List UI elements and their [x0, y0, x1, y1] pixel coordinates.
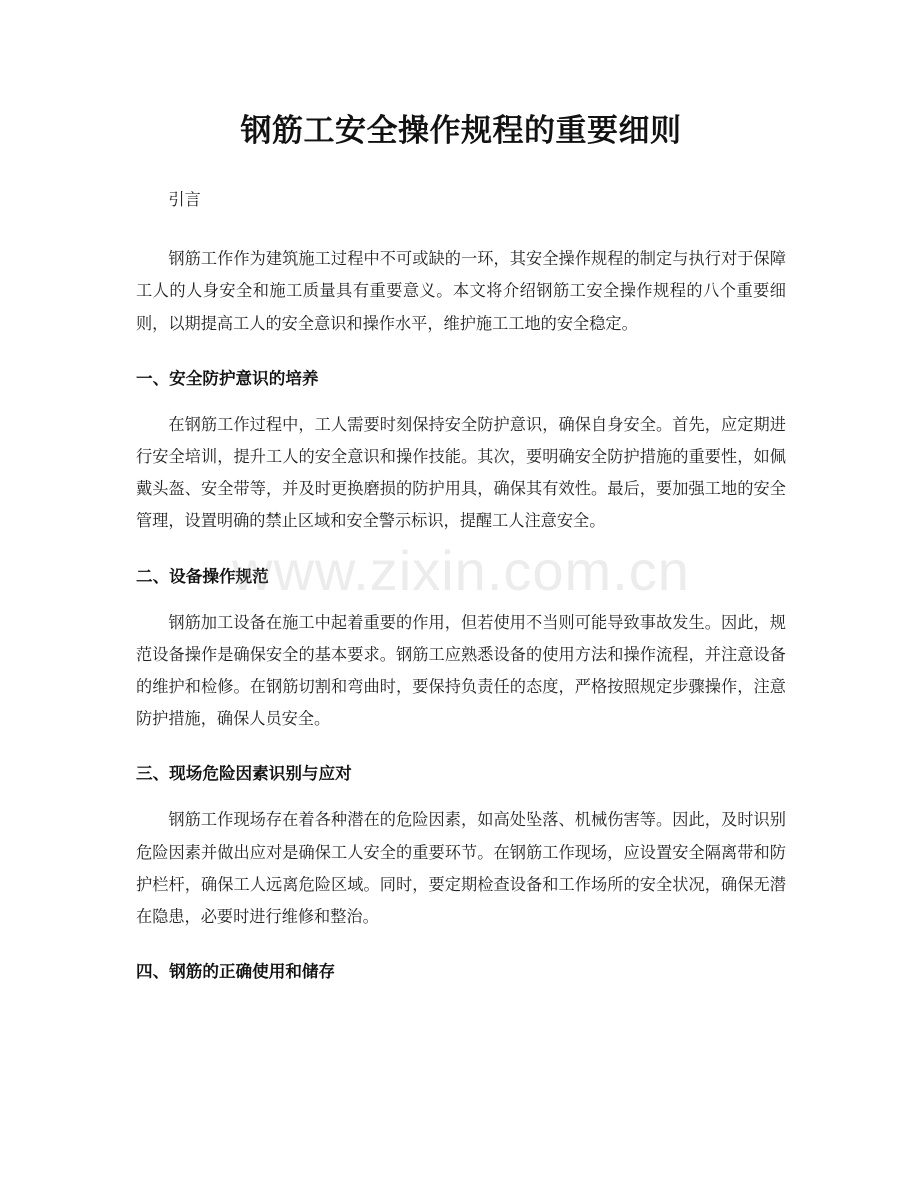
intro-paragraph: 钢筋工作作为建筑施工过程中不可或缺的一环，其安全操作规程的制定与执行对于保障工人的人身安全和施工质量具有重要意义。本文将介绍钢筋工安全操作规程的八个重要细则，以期提高工人的安全意识和操作水平，维护施工工地的安全稳定。 [136, 249, 786, 333]
document-title: 钢筋工安全操作规程的重要细则 [240, 113, 682, 149]
section-paragraph-3: 钢筋工作现场存在着各种潜在的危险因素，如高处坠落、机械伤害等。因此，及时识别危险因素并做出应对是确保工人安全的重要环节。在钢筋工作现场，应设置安全隔离带和防护栏杆，确保工人远离危险区域。同时，要定期检查设备和工作场所的安全状况，确保无潜在隐患，必要时进行维修和整治。 [136, 810, 786, 927]
section-paragraph-2: 钢筋加工设备在施工中起着重要的作用，但若使用不当则可能导致事故发生。因此，规范设备操作是确保安全的基本要求。钢筋工应熟悉设备的使用方法和操作流程，并注意设备的维护和检修。在钢筋切割和弯曲时，要保持负责任的态度，严格按照规定步骤操作，注意防护措施，确保人员安全。 [136, 612, 786, 729]
section-heading-3: 三、现场危险因素识别与应对 [136, 764, 352, 784]
section-paragraph-1: 在钢筋工作过程中，工人需要时刻保持安全防护意识，确保自身安全。首先，应定期进行安全培训，提升工人的安全意识和操作技能。其次，要明确安全防护措施的重要性，如佩戴头盔、安全带等，并及时更换磨损的防护用具，确保其有效性。最后，要加强工地的安全管理，设置明确的禁止区域和安全警示标识，提醒工人注意安全。 [136, 414, 786, 531]
section-heading-2: 二、设备操作规范 [136, 566, 269, 586]
section-heading-1: 一、安全防护意识的培养 [136, 368, 319, 388]
watermark: www.zixin.com.cn [232, 539, 690, 602]
section-heading-4: 四、钢筋的正确使用和储存 [136, 962, 336, 982]
intro-label: 引言 [168, 190, 201, 209]
